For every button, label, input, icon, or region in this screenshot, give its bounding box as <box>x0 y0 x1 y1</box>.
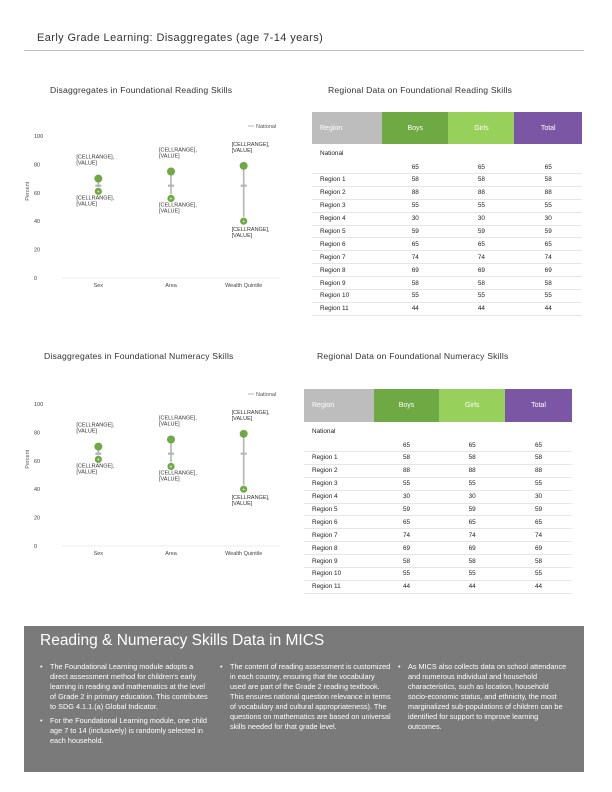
data-label-high: [CELLRANGE], <box>76 422 115 429</box>
footer-bullet: • The content of reading assessment is customized in each country, ensuring that the vocabulary used are part of the Grade 2 reading textbook. This ensures national question relevance in terms of vocabulary and cultural appropriateness). The questions on mathematics are based on universal skills needed for that grade level. <box>230 662 392 732</box>
x-category-label: Wealth Quintile <box>225 283 263 289</box>
table-cell-region: Region 6 <box>312 238 382 251</box>
table-cell-value: 55 <box>439 568 505 581</box>
table-cell-region: Region 5 <box>304 503 374 516</box>
data-label-high: [VALUE] <box>159 153 180 160</box>
table-cell-region: Region 11 <box>312 302 382 315</box>
table-cell-value: 44 <box>374 580 440 593</box>
table-row <box>304 542 572 555</box>
numeracy-chart <box>22 386 284 564</box>
table-cell-value: 74 <box>448 251 514 264</box>
table-cell-value: 59 <box>448 225 514 238</box>
table-row <box>312 264 582 277</box>
table-cell-value: 88 <box>374 464 440 477</box>
reading-table <box>312 112 582 316</box>
table-row <box>304 477 572 490</box>
table-cell-region: Region 2 <box>312 186 382 199</box>
table-cell-value: 30 <box>505 490 572 503</box>
numeracy-table <box>304 389 572 594</box>
table-cell-value: 30 <box>514 212 582 225</box>
x-category-label: Sex <box>93 283 104 289</box>
title-divider <box>24 50 584 51</box>
table-row <box>304 580 572 593</box>
table-cell-value: 65 <box>505 422 572 452</box>
reading-table-container <box>312 112 582 316</box>
data-label-low: [CELLRANGE], <box>76 195 115 202</box>
table-header-region: Region <box>312 112 382 144</box>
table-cell-region: National <box>312 144 382 174</box>
table-row <box>312 277 582 290</box>
table-cell-value: 65 <box>382 144 448 174</box>
numeracy-chart-svg <box>22 386 284 564</box>
reading-chart-svg <box>22 118 284 296</box>
y-tick-label: 20 <box>34 247 41 254</box>
data-point-high <box>167 436 175 444</box>
data-point-high <box>94 443 102 451</box>
numeracy-table-container <box>304 389 572 594</box>
data-point-low-marker-glyph: + <box>96 457 100 464</box>
table-cell-value: 55 <box>382 290 448 303</box>
table-row <box>304 503 572 516</box>
table-cell-value: 59 <box>382 225 448 238</box>
table-cell-value: 69 <box>382 264 448 277</box>
data-label-high: [CELLRANGE], <box>159 147 197 154</box>
y-tick-label: 60 <box>34 190 41 197</box>
table-cell-value: 65 <box>514 144 582 174</box>
table-cell-region: Region 7 <box>312 251 382 264</box>
table-row <box>312 199 582 212</box>
table-cell-region: Region 1 <box>304 452 374 465</box>
table-cell-value: 88 <box>448 186 514 199</box>
table-cell-value: 69 <box>448 264 514 277</box>
y-tick-label: 60 <box>34 458 41 465</box>
table-cell-region: Region 3 <box>304 477 374 490</box>
x-category-label: Area <box>165 283 177 289</box>
table-cell-region: Region 3 <box>312 199 382 212</box>
table-row <box>304 422 572 452</box>
table-cell-value: 58 <box>439 555 505 568</box>
table-cell-value: 88 <box>439 464 505 477</box>
table-cell-value: 58 <box>505 452 572 465</box>
table-cell-value: 58 <box>382 277 448 290</box>
table-row <box>304 529 572 542</box>
table-cell-value: 69 <box>505 542 572 555</box>
table-row <box>304 555 572 568</box>
footer-bullet: • For the Foundational Learning module, one child age 7 to 14 (inclusively) is randomly selected in each household. <box>50 716 212 746</box>
y-tick-label: 100 <box>34 402 44 408</box>
data-point-low-marker-glyph: + <box>242 487 246 494</box>
table-cell-value: 65 <box>374 516 440 529</box>
table-cell-value: 55 <box>505 477 572 490</box>
y-tick-label: 80 <box>34 162 41 169</box>
table-cell-value: 59 <box>514 225 582 238</box>
data-label-low: [VALUE] <box>231 501 253 508</box>
data-label-low: [VALUE] <box>76 201 98 208</box>
table-cell-value: 58 <box>505 555 572 568</box>
table-cell-value: 58 <box>514 174 582 187</box>
table-cell-value: 55 <box>374 477 440 490</box>
footer-bullet: • As MICS also collects data on school attendance and numerous individual and household characteristics, such as location, household socio-economic status, and ethnicity, the most marginalized sub-populations of children can be identified for support to improve learning outcomes. <box>408 662 570 732</box>
data-point-high <box>167 168 175 176</box>
y-axis-title: Percent <box>25 181 31 201</box>
table-cell-value: 58 <box>382 174 448 187</box>
y-tick-label: 0 <box>34 544 38 550</box>
data-label-low: [VALUE] <box>159 476 180 483</box>
data-point-high <box>240 430 248 438</box>
table-header-total: Total <box>514 112 582 144</box>
table-cell-value: 69 <box>439 542 505 555</box>
table-cell-value: 58 <box>448 277 514 290</box>
table-row <box>312 251 582 264</box>
numeracy-table-title: Regional Data on Foundational Numeracy Skills <box>317 351 509 361</box>
y-tick-label: 0 <box>34 276 38 282</box>
footer-column-3 <box>398 662 570 736</box>
table-header-region: Region <box>304 389 374 422</box>
table-cell-region: Region 8 <box>304 542 374 555</box>
footer-column-2 <box>220 662 392 736</box>
table-row <box>304 568 572 581</box>
y-tick-label: 20 <box>34 515 41 522</box>
table-cell-region: Region 7 <box>304 529 374 542</box>
table-cell-value: 58 <box>514 277 582 290</box>
table-cell-region: Region 4 <box>304 490 374 503</box>
table-cell-value: 59 <box>374 503 440 516</box>
table-cell-region: Region 4 <box>312 212 382 225</box>
reading-chart-title: Disaggregates in Foundational Reading Skills <box>50 85 233 95</box>
data-label-low: [VALUE] <box>159 208 180 215</box>
data-label-low: [CELLRANGE], <box>159 470 197 477</box>
table-cell-value: 58 <box>439 452 505 465</box>
table-cell-value: 65 <box>374 422 440 452</box>
table-cell-region: Region 9 <box>312 277 382 290</box>
table-cell-value: 65 <box>439 516 505 529</box>
table-header-girls: Girls <box>448 112 514 144</box>
data-point-low-marker-glyph: + <box>242 219 246 226</box>
data-label-low: [CELLRANGE], <box>159 202 197 209</box>
table-cell-value: 59 <box>505 503 572 516</box>
data-point-high <box>240 162 248 170</box>
legend-national-label: National <box>256 124 277 130</box>
data-label-low: [VALUE] <box>76 469 98 476</box>
data-label-high: [VALUE] <box>231 147 253 154</box>
y-tick-label: 40 <box>34 219 41 226</box>
data-point-low-marker-glyph: + <box>169 196 173 203</box>
numeracy-chart-title: Disaggregates in Foundational Numeracy Skills <box>44 351 234 361</box>
table-cell-value: 74 <box>514 251 582 264</box>
table-cell-value: 44 <box>448 302 514 315</box>
footer-bullet: • The Foundational Learning module adopts a direct assessment method for children's early learning in reading and mathematics at the level of Grade 2 in primary education. This contributes to SDG 4.1.1.(a) Global Indicator. <box>50 662 212 712</box>
table-cell-value: 30 <box>374 490 440 503</box>
page-title: Early Grade Learning: Disaggregates (age 7-14 years) <box>37 32 324 44</box>
table-cell-value: 55 <box>505 568 572 581</box>
table-cell-value: 65 <box>448 144 514 174</box>
table-cell-region: Region 11 <box>304 580 374 593</box>
data-point-low-marker-glyph: + <box>169 464 173 471</box>
table-cell-value: 88 <box>382 186 448 199</box>
table-header-boys: Boys <box>382 112 448 144</box>
reading-chart <box>22 118 284 296</box>
reading-table-title: Regional Data on Foundational Reading Skills <box>328 85 513 95</box>
table-row <box>312 144 582 174</box>
table-header-row <box>312 112 582 144</box>
table-cell-value: 65 <box>505 516 572 529</box>
data-label-high: [CELLRANGE], <box>231 409 270 416</box>
table-cell-value: 55 <box>514 199 582 212</box>
table-cell-value: 44 <box>382 302 448 315</box>
table-cell-value: 65 <box>439 422 505 452</box>
table-cell-region: Region 1 <box>312 174 382 187</box>
table-cell-region: Region 10 <box>312 290 382 303</box>
data-point-high <box>94 175 102 183</box>
table-cell-value: 74 <box>439 529 505 542</box>
table-cell-value: 74 <box>382 251 448 264</box>
data-label-high: [VALUE] <box>76 428 98 435</box>
table-row <box>312 174 582 187</box>
data-label-low: [CELLRANGE], <box>231 227 270 234</box>
table-cell-region: Region 9 <box>304 555 374 568</box>
table-cell-value: 30 <box>382 212 448 225</box>
table-row <box>312 212 582 225</box>
table-cell-region: National <box>304 422 374 452</box>
table-cell-value: 74 <box>505 529 572 542</box>
y-tick-label: 80 <box>34 430 41 437</box>
footer-heading: Reading & Numeracy Skills Data in MICS <box>40 632 325 649</box>
footer-column-1 <box>40 662 212 750</box>
table-row <box>304 452 572 465</box>
table-header-row <box>304 389 572 422</box>
table-cell-region: Region 2 <box>304 464 374 477</box>
table-row <box>312 290 582 303</box>
data-label-high: [VALUE] <box>76 160 98 167</box>
table-cell-value: 69 <box>514 264 582 277</box>
table-cell-value: 55 <box>514 290 582 303</box>
table-row <box>312 186 582 199</box>
data-label-low: [CELLRANGE], <box>231 495 270 502</box>
table-cell-value: 65 <box>514 238 582 251</box>
table-header-girls: Girls <box>439 389 505 422</box>
x-category-label: Area <box>165 551 177 557</box>
table-cell-value: 55 <box>448 199 514 212</box>
table-cell-value: 65 <box>448 238 514 251</box>
footer-panel <box>24 626 584 772</box>
table-row <box>312 238 582 251</box>
y-tick-label: 100 <box>34 134 44 140</box>
table-cell-value: 44 <box>514 302 582 315</box>
y-axis-title: Percent <box>25 449 31 469</box>
table-cell-value: 59 <box>439 503 505 516</box>
data-label-low: [CELLRANGE], <box>76 463 115 470</box>
data-label-high: [CELLRANGE], <box>231 141 270 148</box>
data-label-low: [VALUE] <box>231 233 253 240</box>
data-label-high: [VALUE] <box>159 421 180 428</box>
table-row <box>312 302 582 315</box>
data-label-high: [CELLRANGE], <box>76 154 115 161</box>
table-cell-value: 44 <box>439 580 505 593</box>
table-header-total: Total <box>505 389 572 422</box>
table-cell-value: 58 <box>448 174 514 187</box>
data-label-high: [VALUE] <box>231 415 253 422</box>
table-cell-value: 55 <box>374 568 440 581</box>
table-cell-value: 44 <box>505 580 572 593</box>
table-cell-value: 88 <box>514 186 582 199</box>
data-point-low-marker-glyph: + <box>96 189 100 196</box>
table-cell-value: 58 <box>374 555 440 568</box>
table-cell-value: 55 <box>382 199 448 212</box>
table-cell-value: 69 <box>374 542 440 555</box>
table-cell-value: 74 <box>374 529 440 542</box>
table-row <box>304 464 572 477</box>
table-cell-value: 30 <box>448 212 514 225</box>
table-cell-value: 30 <box>439 490 505 503</box>
table-cell-value: 55 <box>448 290 514 303</box>
legend-national-label: National <box>256 392 277 398</box>
table-cell-value: 58 <box>374 452 440 465</box>
table-cell-region: Region 8 <box>312 264 382 277</box>
table-cell-region: Region 10 <box>304 568 374 581</box>
data-label-high: [CELLRANGE], <box>159 415 197 422</box>
table-row <box>304 490 572 503</box>
table-cell-value: 65 <box>382 238 448 251</box>
table-cell-region: Region 6 <box>304 516 374 529</box>
y-tick-label: 40 <box>34 487 41 494</box>
table-row <box>312 225 582 238</box>
table-cell-value: 88 <box>505 464 572 477</box>
table-cell-region: Region 5 <box>312 225 382 238</box>
table-cell-value: 55 <box>439 477 505 490</box>
table-header-boys: Boys <box>374 389 440 422</box>
x-category-label: Sex <box>93 551 104 557</box>
x-category-label: Wealth Quintile <box>225 551 263 557</box>
table-row <box>304 516 572 529</box>
